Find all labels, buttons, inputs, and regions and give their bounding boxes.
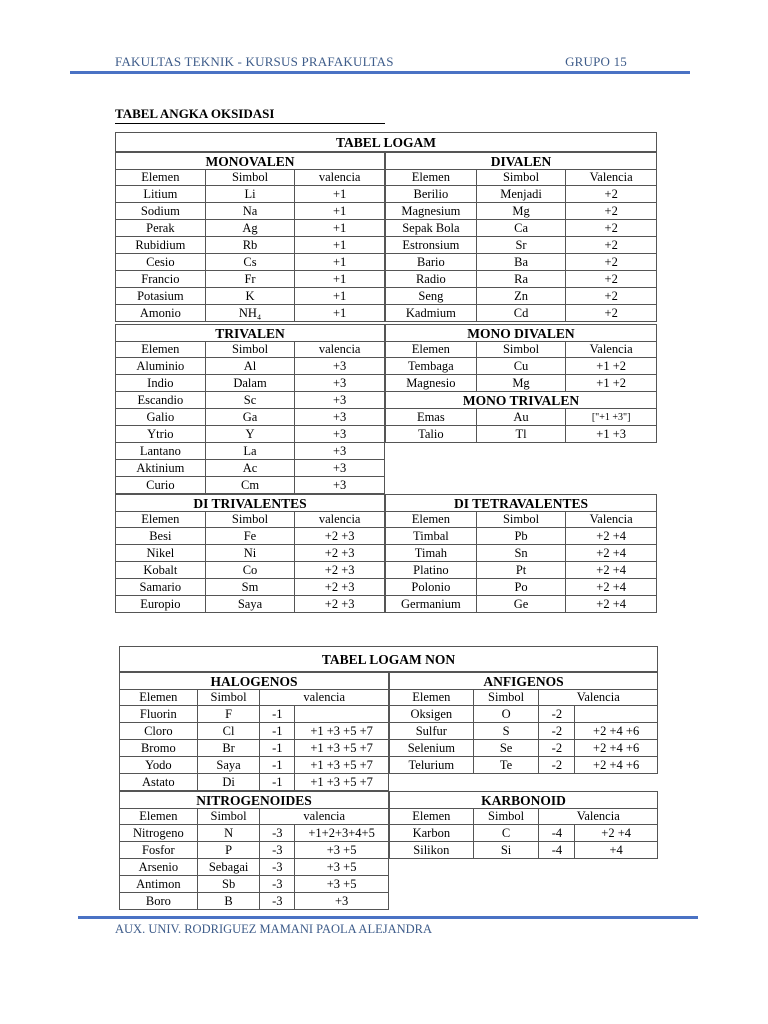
table-row — [116, 305, 385, 322]
table-cell: Sulfur — [390, 723, 474, 740]
table-cell: +1 — [295, 203, 385, 220]
table-cell: Sn — [476, 545, 566, 562]
table-cell: Mg — [476, 203, 566, 220]
di-tetravalentes-table — [385, 494, 657, 613]
table-row — [116, 545, 385, 562]
col-header: Elemen — [116, 342, 206, 358]
table-cell: Yodo — [120, 757, 198, 774]
table-row — [386, 203, 657, 220]
table-cell: ["+1 +3"] — [566, 409, 657, 426]
table-cell: Oksigen — [390, 706, 474, 723]
table-cell: +2 +3 — [295, 596, 385, 613]
table-cell: Telurium — [390, 757, 474, 774]
table-row — [386, 305, 657, 322]
table-cell: +4 — [575, 842, 658, 859]
table-cell: Sepak Bola — [386, 220, 477, 237]
table-cell: N — [197, 825, 260, 842]
table-cell: +3 +5 — [295, 859, 389, 876]
table-cell: Rubidium — [116, 237, 206, 254]
table-cell: +2 +3 — [295, 562, 385, 579]
table-cell: Radio — [386, 271, 477, 288]
table-row — [390, 757, 658, 774]
table-cell: Y — [205, 426, 295, 443]
table-row — [116, 254, 385, 271]
table-cell: +3 — [295, 392, 385, 409]
col-header: Simbol — [197, 690, 260, 706]
table-cell: +2 +3 — [295, 528, 385, 545]
table-cell: Lantano — [116, 443, 206, 460]
table-cell: Al — [205, 358, 295, 375]
table-cell: Ba — [476, 254, 566, 271]
table-cell: +3 — [295, 443, 385, 460]
table-row — [120, 774, 389, 791]
table-row — [116, 579, 385, 596]
table-row — [120, 825, 389, 842]
table-cell: O — [473, 706, 539, 723]
table-row — [116, 562, 385, 579]
table-cell: -1 — [260, 757, 295, 774]
table-cell: Cesio — [116, 254, 206, 271]
table-row — [116, 358, 385, 375]
table-cell: -1 — [260, 740, 295, 757]
table-cell: Ga — [205, 409, 295, 426]
table-cell: +3 — [295, 477, 385, 494]
header-left: FAKULTAS TEKNIK - KURSUS PRAFAKULTAS — [115, 54, 394, 69]
divalen-table — [385, 152, 657, 322]
table-cell: Indio — [116, 375, 206, 392]
footer-rule — [78, 916, 698, 919]
table-row — [116, 237, 385, 254]
table-cell: S — [473, 723, 539, 740]
mono-trivalen-heading: MONO TRIVALEN — [386, 392, 657, 409]
table-cell: +3 +5 — [295, 842, 389, 859]
table-cell: Pt — [476, 562, 566, 579]
table-cell: -3 — [260, 893, 295, 910]
col-header: valencia — [260, 690, 389, 706]
table-row — [386, 271, 657, 288]
trivalen-heading: TRIVALEN — [116, 325, 385, 342]
table-row — [116, 460, 385, 477]
table-row — [386, 220, 657, 237]
table-cell: Boro — [120, 893, 198, 910]
anfigenos-table — [389, 672, 658, 774]
table-cell: Cm — [205, 477, 295, 494]
table-cell: +3 — [295, 358, 385, 375]
nitrogenoides-heading: NITROGENOIDES — [120, 792, 389, 809]
col-header: Valencia — [539, 809, 658, 825]
table-cell: Samario — [116, 579, 206, 596]
col-header: valencia — [295, 342, 385, 358]
table-row — [386, 579, 657, 596]
nonmetal-table-title: TABEL LOGAM NON — [120, 647, 658, 672]
table-cell: Nikel — [116, 545, 206, 562]
table-cell: +1 +2 — [566, 358, 657, 375]
table-cell: -2 — [539, 723, 575, 740]
table-cell: +1 — [295, 237, 385, 254]
col-header: valencia — [260, 809, 389, 825]
table-cell: Sebagai — [197, 859, 260, 876]
table-cell: Kadmium — [386, 305, 477, 322]
table-cell: Polonio — [386, 579, 477, 596]
table-row — [386, 186, 657, 203]
col-header: Simbol — [476, 170, 566, 186]
col-header: valencia — [295, 512, 385, 528]
table-cell: Magnesium — [386, 203, 477, 220]
table-cell: -1 — [260, 774, 295, 791]
table-cell: +1 +3 — [566, 426, 657, 443]
col-header: Simbol — [473, 690, 539, 706]
col-header: Elemen — [386, 170, 477, 186]
table-cell: +2 — [566, 220, 657, 237]
table-cell: Astato — [120, 774, 198, 791]
table-cell: +2 — [566, 203, 657, 220]
monovalen-table — [115, 152, 385, 322]
table-cell: Te — [473, 757, 539, 774]
table-cell: Escandio — [116, 392, 206, 409]
table-cell: Zn — [476, 288, 566, 305]
table-cell: Au — [476, 409, 566, 426]
table-row — [386, 237, 657, 254]
table-cell: Francio — [116, 271, 206, 288]
table-cell: Magnesio — [386, 375, 477, 392]
table-cell: +2 — [566, 237, 657, 254]
table-cell: Ra — [476, 271, 566, 288]
header-rule — [70, 71, 690, 74]
table-row — [120, 859, 389, 876]
table-cell: Sm — [205, 579, 295, 596]
table-cell: Co — [205, 562, 295, 579]
table-row — [120, 876, 389, 893]
table-cell: -1 — [260, 723, 295, 740]
table-cell: +1 — [295, 288, 385, 305]
table-cell: Selenium — [390, 740, 474, 757]
table-cell: +1 +3 +5 +7 — [295, 723, 389, 740]
table-cell: Po — [476, 579, 566, 596]
table-row — [390, 706, 658, 723]
mono-divalen-table — [385, 324, 657, 443]
table-row — [116, 271, 385, 288]
table-cell: +1 — [295, 305, 385, 322]
col-header: Elemen — [390, 809, 474, 825]
table-row — [116, 220, 385, 237]
table-cell: Ac — [205, 460, 295, 477]
table-cell: +2 — [566, 254, 657, 271]
table-cell: Sc — [205, 392, 295, 409]
karbonoid-heading: KARBONOID — [390, 792, 658, 809]
col-header: Simbol — [205, 512, 295, 528]
table-cell: P — [197, 842, 260, 859]
table-cell: Litium — [116, 186, 206, 203]
table-cell: Fe — [205, 528, 295, 545]
table-cell: Ytrio — [116, 426, 206, 443]
table-cell: Na — [205, 203, 295, 220]
table-cell: NH₄ — [205, 305, 295, 322]
table-cell: Saya — [197, 757, 260, 774]
table-cell: +3 — [295, 426, 385, 443]
col-header: Valencia — [539, 690, 658, 706]
table-cell: +2 +4 +6 — [575, 757, 658, 774]
table-cell: +1 +3 +5 +7 — [295, 740, 389, 757]
table-cell — [295, 706, 389, 723]
table-cell: Menjadi — [476, 186, 566, 203]
metal-table-title: TABEL LOGAM — [116, 133, 657, 152]
page-header — [115, 54, 627, 70]
table-cell: Curio — [116, 477, 206, 494]
table-row — [116, 426, 385, 443]
table-cell: +2 — [566, 271, 657, 288]
table-cell: Germanium — [386, 596, 477, 613]
table-cell: Arsenio — [120, 859, 198, 876]
table-cell: +1+2+3+4+5 — [295, 825, 389, 842]
col-header: Elemen — [390, 690, 474, 706]
table-cell: +2 +4 — [566, 545, 657, 562]
col-header: Simbol — [476, 512, 566, 528]
table-cell: +2 +4 — [575, 825, 658, 842]
col-header: Simbol — [476, 342, 566, 358]
table-row — [386, 358, 657, 375]
table-row — [386, 254, 657, 271]
col-header: Valencia — [566, 170, 657, 186]
table-cell: Tl — [476, 426, 566, 443]
table-cell: K — [205, 288, 295, 305]
metal-table-section — [115, 132, 657, 613]
table-cell: -3 — [260, 859, 295, 876]
table-row — [116, 375, 385, 392]
table-cell: Perak — [116, 220, 206, 237]
table-cell: +1 +3 +5 +7 — [295, 757, 389, 774]
halogenos-table — [119, 672, 389, 791]
table-cell: +1 +3 +5 +7 — [295, 774, 389, 791]
di-trivalentes-table — [115, 494, 385, 613]
table-row — [116, 596, 385, 613]
col-header: Elemen — [116, 512, 206, 528]
table-cell: Ni — [205, 545, 295, 562]
table-row — [116, 528, 385, 545]
table-cell: Ca — [476, 220, 566, 237]
table-cell: Talio — [386, 426, 477, 443]
table-cell: Seng — [386, 288, 477, 305]
table-cell: -3 — [260, 876, 295, 893]
col-header: Elemen — [116, 170, 206, 186]
table-cell: +2 — [566, 288, 657, 305]
table-cell: Br — [197, 740, 260, 757]
table-cell: +2 — [566, 186, 657, 203]
table-cell: Nitrogeno — [120, 825, 198, 842]
table-cell: Sodium — [116, 203, 206, 220]
table-row — [120, 757, 389, 774]
table-cell: Estronsium — [386, 237, 477, 254]
table-cell: +2 +4 +6 — [575, 740, 658, 757]
table-cell: +3 — [295, 409, 385, 426]
table-cell: C — [473, 825, 539, 842]
table-cell: -3 — [260, 825, 295, 842]
table-cell: Ge — [476, 596, 566, 613]
table-cell: Cd — [476, 305, 566, 322]
table-row — [386, 596, 657, 613]
table-cell: +1 — [295, 254, 385, 271]
table-cell: Galio — [116, 409, 206, 426]
table-cell: +2 +4 +6 — [575, 723, 658, 740]
table-cell: Cu — [476, 358, 566, 375]
col-header: valencia — [295, 170, 385, 186]
table-row — [120, 740, 389, 757]
table-cell: +1 — [295, 186, 385, 203]
col-header: Simbol — [473, 809, 539, 825]
table-row — [386, 528, 657, 545]
nonmetal-table-section — [119, 646, 658, 910]
table-row — [386, 562, 657, 579]
table-cell: Cl — [197, 723, 260, 740]
table-cell: -2 — [539, 757, 575, 774]
table-cell: +2 +4 — [566, 596, 657, 613]
table-cell: Karbon — [390, 825, 474, 842]
table-cell: B — [197, 893, 260, 910]
table-cell: Li — [205, 186, 295, 203]
metal-title-table — [115, 132, 657, 152]
table-cell: +2 — [566, 305, 657, 322]
table-cell: Fr — [205, 271, 295, 288]
table-cell: -2 — [539, 740, 575, 757]
table-cell: Europio — [116, 596, 206, 613]
table-cell: La — [205, 443, 295, 460]
col-header: Elemen — [120, 809, 198, 825]
table-cell: Aluminio — [116, 358, 206, 375]
nitrogenoides-table — [119, 791, 389, 910]
table-cell: +1 +2 — [566, 375, 657, 392]
table-cell: Mg — [476, 375, 566, 392]
table-cell: Se — [473, 740, 539, 757]
table-cell: F — [197, 706, 260, 723]
table-cell: Si — [473, 842, 539, 859]
table-cell: +1 — [295, 220, 385, 237]
table-cell: Besi — [116, 528, 206, 545]
table-row — [386, 375, 657, 392]
table-cell: Kobalt — [116, 562, 206, 579]
table-row — [120, 842, 389, 859]
halogenos-heading: HALOGENOS — [120, 673, 389, 690]
table-cell: Sb — [197, 876, 260, 893]
table-cell: Saya — [205, 596, 295, 613]
col-header: Valencia — [566, 342, 657, 358]
table-cell: +3 — [295, 893, 389, 910]
table-row — [116, 288, 385, 305]
table-cell: Antimon — [120, 876, 198, 893]
table-cell: Fosfor — [120, 842, 198, 859]
table-cell: +2 +3 — [295, 579, 385, 596]
document-title: TABEL ANGKA OKSIDASI — [115, 106, 385, 124]
page-footer: AUX. UNIV. RODRIGUEZ MAMANI PAOLA ALEJANDRA — [115, 922, 433, 936]
table-cell: Dalam — [205, 375, 295, 392]
table-row — [116, 477, 385, 494]
table-row — [386, 545, 657, 562]
table-cell: Timah — [386, 545, 477, 562]
table-row — [120, 893, 389, 910]
col-header: Simbol — [197, 809, 260, 825]
table-row — [116, 203, 385, 220]
table-row — [390, 740, 658, 757]
table-cell: +3 +5 — [295, 876, 389, 893]
col-header: Simbol — [205, 342, 295, 358]
table-row — [390, 825, 658, 842]
table-cell: +2 +4 — [566, 562, 657, 579]
anfigenos-heading: ANFIGENOS — [390, 673, 658, 690]
table-cell: Berilio — [386, 186, 477, 203]
table-row — [116, 392, 385, 409]
divalen-heading: DIVALEN — [386, 153, 657, 170]
table-cell: Bario — [386, 254, 477, 271]
table-row — [116, 186, 385, 203]
monovalen-heading: MONOVALEN — [116, 153, 385, 170]
table-cell: Aktinium — [116, 460, 206, 477]
table-row — [116, 443, 385, 460]
table-row — [390, 842, 658, 859]
table-cell — [575, 706, 658, 723]
table-cell: Amonio — [116, 305, 206, 322]
table-row — [120, 706, 389, 723]
table-cell: Ag — [205, 220, 295, 237]
table-row — [120, 723, 389, 740]
table-row — [386, 409, 657, 426]
table-cell: Tembaga — [386, 358, 477, 375]
col-header: Elemen — [386, 512, 477, 528]
di-trivalentes-heading: DI TRIVALENTES — [116, 495, 385, 512]
header-right: GRUPO 15 — [565, 54, 627, 69]
col-header: Simbol — [205, 170, 295, 186]
table-cell: +1 — [295, 271, 385, 288]
table-cell: Potasium — [116, 288, 206, 305]
table-cell: Cloro — [120, 723, 198, 740]
col-header: Elemen — [120, 690, 198, 706]
table-cell: -2 — [539, 706, 575, 723]
table-row — [390, 723, 658, 740]
table-cell: Cs — [205, 254, 295, 271]
nonmetal-title-table — [119, 646, 658, 672]
table-cell: Bromo — [120, 740, 198, 757]
table-cell: +2 +4 — [566, 528, 657, 545]
table-cell: -3 — [260, 842, 295, 859]
table-cell: Timbal — [386, 528, 477, 545]
table-cell: Fluorin — [120, 706, 198, 723]
table-cell: Rb — [205, 237, 295, 254]
table-cell: +2 +4 — [566, 579, 657, 596]
mono-divalen-heading: MONO DIVALEN — [386, 325, 657, 342]
trivalen-table — [115, 324, 385, 494]
table-row — [386, 288, 657, 305]
table-row — [116, 409, 385, 426]
table-row — [386, 426, 657, 443]
table-cell: Pb — [476, 528, 566, 545]
di-tetravalentes-heading: DI TETRAVALENTES — [386, 495, 657, 512]
karbonoid-table — [389, 791, 658, 859]
table-cell: +3 — [295, 375, 385, 392]
col-header: Valencia — [566, 512, 657, 528]
table-cell: -4 — [539, 842, 575, 859]
table-cell: Sr — [476, 237, 566, 254]
table-cell: Di — [197, 774, 260, 791]
table-cell: Silikon — [390, 842, 474, 859]
table-cell: Emas — [386, 409, 477, 426]
table-cell: +3 — [295, 460, 385, 477]
col-header: Elemen — [386, 342, 477, 358]
table-cell: Platino — [386, 562, 477, 579]
table-cell: +2 +3 — [295, 545, 385, 562]
table-cell: -1 — [260, 706, 295, 723]
table-cell: -4 — [539, 825, 575, 842]
